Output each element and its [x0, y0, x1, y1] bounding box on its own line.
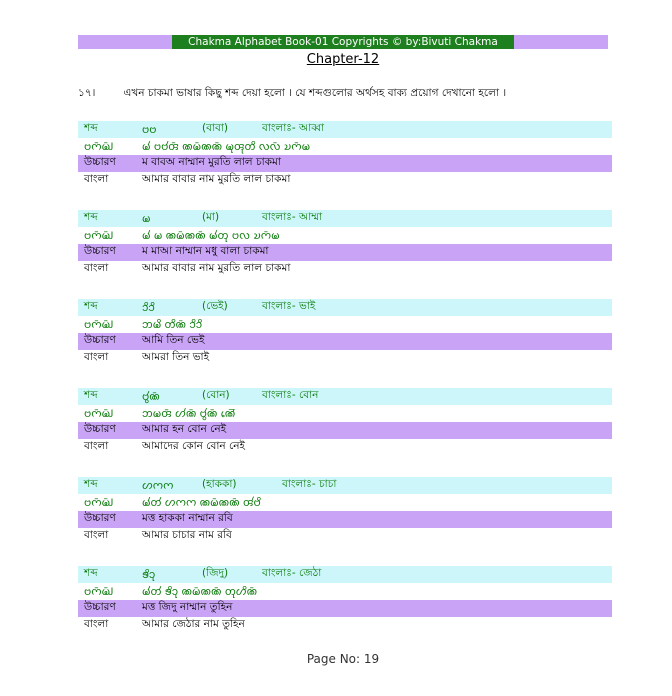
- entry-block: [78, 121, 612, 189]
- chakma-sentence: 𑄟𑄧 𑄟 𑄚𑄟𑄴𑄚𑄚𑄴 𑄟𑄧𑄖𑄪 𑄝𑄣 𑄌𑄇𑄴𑄟: [142, 230, 280, 242]
- bangla-meaning: বাংলাঃ- ভাই: [262, 300, 316, 312]
- pronunciation-row: [78, 244, 612, 261]
- intro-text: এখন চাকমা ভাষার কিছু শব্দ দেয়া হলো । যে শব্দগুলোর অর্থসহ বাক্য প্রয়োগ দেখানো হলো ।: [123, 87, 507, 99]
- entry-block: [78, 388, 612, 456]
- word-row: [78, 566, 612, 583]
- bangla-meaning: বাংলাঃ- চাচা: [282, 478, 337, 490]
- bangla-row: [78, 528, 612, 545]
- word-label: শব্দ: [84, 389, 98, 401]
- transliteration: (বাবা): [202, 122, 228, 134]
- transliteration: (বোন): [202, 389, 230, 401]
- chakma-sentence-row: [78, 316, 612, 333]
- pronunciation-row: [78, 422, 612, 439]
- chakma-sentence: 𑄟𑄧𑄖𑄧 𑄎𑄨𑄘𑄪 𑄚𑄟𑄴𑄚𑄚𑄴 𑄖𑄪𑄦𑄨𑄚𑄴: [142, 586, 258, 598]
- word-row: [78, 299, 612, 316]
- chakma-label: 𑄝𑄇𑄴𑄟𑄳𑄠𑄴: [84, 230, 114, 242]
- chakma-word: 𑄝𑄮𑄚𑄴: [142, 391, 160, 403]
- bangla-text: আমার জেঠার নাম তুহিন: [142, 618, 245, 630]
- pronunciation-row: [78, 600, 612, 617]
- chakma-sentence-row: [78, 138, 612, 155]
- chakma-label: 𑄝𑄇𑄴𑄟𑄳𑄠𑄴: [84, 408, 114, 420]
- pronunciation-text: মত্ত জিদু নাম্মান তুহিন: [142, 601, 233, 613]
- word-label: শব্দ: [84, 122, 98, 134]
- chakma-word: 𑄝𑄝: [142, 124, 157, 136]
- pronunciation-label: উচ্চারণ: [84, 156, 116, 168]
- pronunciation-row: [78, 155, 612, 172]
- pronunciation-text: ম বাবঅ নাম্মান মুরতি লাল চাকমা: [142, 156, 281, 168]
- pronunciation-text: আমি তিন ভেই: [142, 334, 205, 346]
- word-label: শব্দ: [84, 478, 98, 490]
- bangla-text: আমরা তিন ভাই: [142, 351, 210, 363]
- chakma-label: 𑄝𑄇𑄴𑄟𑄳𑄠𑄴: [84, 497, 114, 509]
- intro-line: [78, 86, 618, 103]
- header-title: Chakma Alphabet Book-01 Copyrights © by:Bivuti Chakma: [172, 35, 514, 49]
- bangla-meaning: বাংলাঃ- বোন: [262, 389, 319, 401]
- pronunciation-row: [78, 511, 612, 528]
- bangla-row: [78, 350, 612, 367]
- bangla-text: আমার বাবার নাম মুরতি লাল চাকমা: [142, 262, 291, 274]
- transliteration: (হাককা): [202, 478, 237, 490]
- pronunciation-text: মত্ত হাককা নাম্মান রবি: [142, 512, 233, 524]
- chakma-label: 𑄝𑄇𑄴𑄟𑄳𑄠𑄴: [84, 141, 114, 153]
- pronunciation-label: উচ্চারণ: [84, 601, 116, 613]
- chakma-label: 𑄝𑄇𑄴𑄟𑄳𑄠𑄴: [84, 319, 114, 331]
- word-label: শব্দ: [84, 300, 98, 312]
- entry-block: [78, 477, 612, 545]
- bangla-label: বাংলা: [84, 173, 109, 185]
- chakma-sentence-row: [78, 583, 612, 600]
- pronunciation-text: ম মাআ নাম্মান মধু বালা চাকমা: [142, 245, 269, 257]
- chakma-word: 𑄦𑄇𑄇: [142, 480, 174, 492]
- word-row: [78, 210, 612, 227]
- pronunciation-row: [78, 333, 612, 350]
- bangla-label: বাংলা: [84, 618, 109, 630]
- intro-number: ১৭।: [78, 87, 96, 99]
- chakma-sentence-row: [78, 227, 612, 244]
- word-label: শব্দ: [84, 567, 98, 579]
- chakma-sentence: 𑄃𑄟𑄢𑄴 𑄦𑄧𑄚𑄴 𑄝𑄮𑄚𑄴 𑄚𑄬𑄭: [142, 408, 236, 420]
- pronunciation-label: উচ্চারণ: [84, 245, 116, 257]
- bangla-text: আমার চাচার নাম রবি: [142, 529, 232, 541]
- page-number: Page No: 19: [306, 652, 380, 666]
- chakma-sentence-row: [78, 494, 612, 511]
- bangla-row: [78, 172, 612, 189]
- chakma-sentence: 𑄟𑄧 𑄝𑄝𑄧𑄢𑄴 𑄚𑄟𑄴𑄚𑄚𑄴 𑄟𑄪𑄢𑄪𑄖𑄨 𑄣𑄣𑄴 𑄌𑄇𑄴𑄟: [142, 141, 311, 153]
- word-row: [78, 477, 612, 494]
- bangla-row: [78, 261, 612, 278]
- bangla-meaning: বাংলাঃ- আম্মা: [262, 211, 323, 223]
- bangla-text: আমাদের কোন বোন নেই: [142, 440, 245, 452]
- entry-block: [78, 299, 612, 367]
- pronunciation-label: উচ্চারণ: [84, 512, 116, 524]
- word-row: [78, 388, 612, 405]
- entry-block: [78, 210, 612, 278]
- chakma-sentence: 𑄃𑄟𑄨 𑄖𑄨𑄚𑄴 𑄘𑄨𑄘𑄨: [142, 319, 203, 331]
- word-label: শব্দ: [84, 211, 98, 223]
- transliteration: (জিদু): [202, 567, 229, 579]
- word-row: [78, 121, 612, 138]
- entry-block: [78, 566, 612, 634]
- pronunciation-text: আমার হন বোন নেই: [142, 423, 227, 435]
- bangla-label: বাংলা: [84, 262, 109, 274]
- chakma-sentence-row: [78, 405, 612, 422]
- bangla-text: আমার বাবার নাম মুরতি লাল চাকমা: [142, 173, 291, 185]
- chakma-word: 𑄎𑄨𑄘𑄪: [142, 569, 156, 581]
- bangla-meaning: বাংলাঃ- জেঠা: [262, 567, 322, 579]
- pronunciation-label: উচ্চারণ: [84, 423, 116, 435]
- bangla-label: বাংলা: [84, 440, 109, 452]
- pronunciation-label: উচ্চারণ: [84, 334, 116, 346]
- bangla-row: [78, 439, 612, 456]
- chapter-title: Chapter-12: [306, 52, 380, 67]
- bangla-label: বাংলা: [84, 351, 109, 363]
- chakma-word: 𑄟: [142, 213, 151, 225]
- chakma-label: 𑄝𑄇𑄴𑄟𑄳𑄠𑄴: [84, 586, 114, 598]
- bangla-row: [78, 617, 612, 634]
- chakma-word: 𑄘𑄨𑄘𑄨: [142, 302, 155, 314]
- transliteration: (ভেই): [202, 300, 228, 312]
- chakma-sentence: 𑄟𑄧𑄖𑄧 𑄦𑄇𑄇 𑄚𑄟𑄴𑄚𑄚𑄴 𑄢𑄧𑄝𑄨: [142, 497, 261, 509]
- bangla-label: বাংলা: [84, 529, 109, 541]
- transliteration: (মা): [202, 211, 220, 223]
- bangla-meaning: বাংলাঃ- আব্বা: [262, 122, 325, 134]
